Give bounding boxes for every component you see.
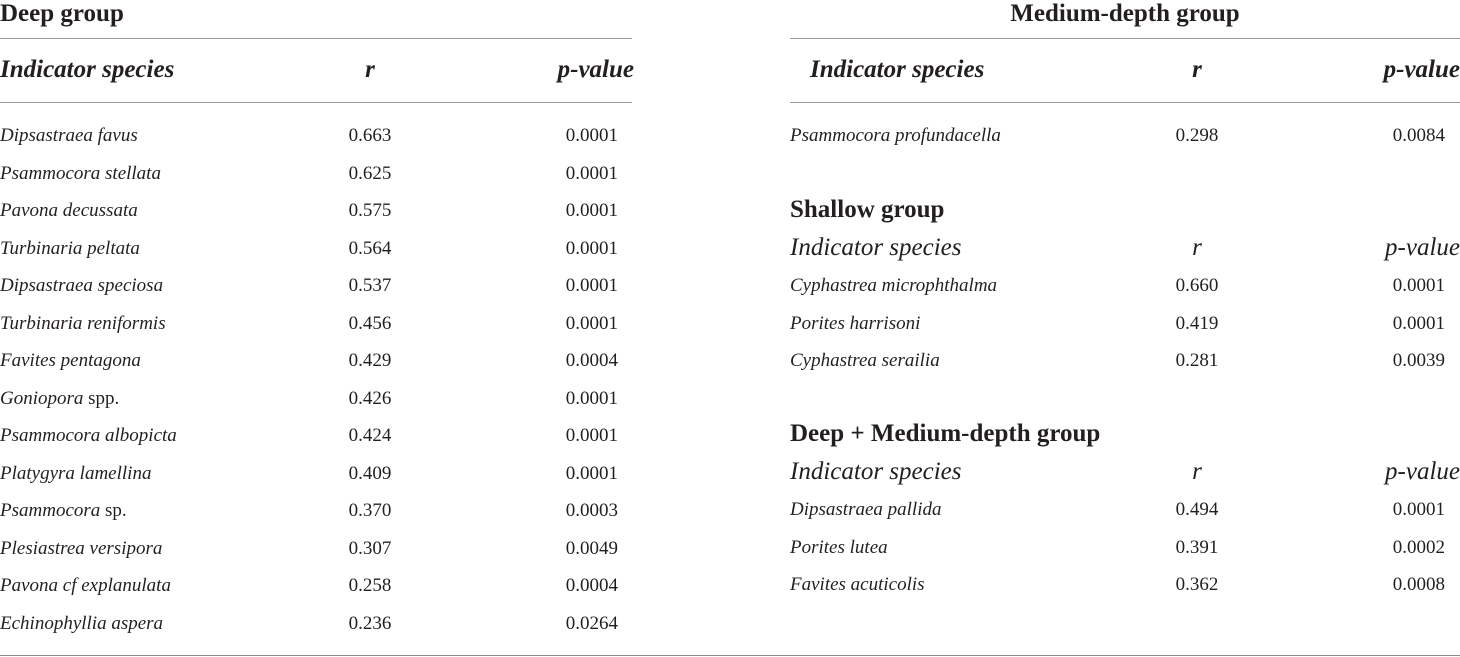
species-cell — [0, 275, 163, 297]
deep-group-title: Deep group — [0, 0, 124, 27]
species-name: Psammocora albopicta — [0, 425, 177, 446]
species-name: Cyphastrea serailia — [790, 350, 940, 371]
shallow-group-title: Shallow group — [790, 196, 945, 223]
species-name: Goniopora — [0, 387, 84, 409]
species-cell — [790, 275, 997, 297]
deep-header-r: r — [365, 56, 375, 83]
r-value-cell: 0.419 — [1175, 312, 1219, 334]
medium-header-r: r — [1192, 56, 1202, 83]
p-value-cell: 0.0001 — [565, 237, 618, 259]
medium-header-rule — [790, 102, 1460, 103]
species-name: Porites harrisoni — [790, 312, 921, 334]
table-bottom-rule — [0, 655, 1460, 656]
r-value-cell: 0.564 — [348, 237, 392, 259]
p-value-cell: 0.0001 — [1392, 312, 1445, 334]
r-value-cell: 0.424 — [348, 425, 392, 446]
species-cell — [0, 163, 161, 185]
medium-top-rule — [790, 38, 1460, 39]
p-value-cell: 0.0001 — [565, 425, 618, 446]
species-name: Pavona decussata — [0, 200, 138, 221]
species-cell — [0, 538, 162, 560]
species-cell — [0, 350, 141, 372]
r-value-cell: 0.281 — [1175, 350, 1219, 371]
species-cell — [0, 613, 163, 635]
species-cell — [790, 125, 1001, 147]
r-value-cell: 0.625 — [348, 162, 392, 184]
p-value-cell: 0.0003 — [565, 500, 618, 521]
r-value-cell: 0.409 — [348, 462, 392, 484]
r-value-cell: 0.456 — [348, 312, 392, 334]
species-name: Turbinaria reniformis — [0, 312, 166, 334]
species-suffix: sp. — [100, 500, 127, 521]
species-cell — [0, 125, 138, 147]
r-value-cell: 0.391 — [1175, 536, 1219, 558]
medium-group-title: Medium-depth group — [1010, 0, 1240, 27]
p-value-cell: 0.0039 — [1392, 350, 1445, 371]
p-value-cell: 0.0001 — [565, 125, 618, 146]
p-value-cell: 0.0004 — [565, 350, 618, 371]
species-name: Psammocora stellata — [0, 162, 161, 184]
species-name: Turbinaria peltata — [0, 237, 140, 259]
species-cell — [790, 537, 888, 559]
p-value-cell: 0.0001 — [565, 275, 618, 296]
p-value-cell: 0.0049 — [565, 537, 618, 559]
species-name: Platygyra lamellina — [0, 462, 152, 484]
deep-medium-group-title: Deep + Medium-depth group — [790, 420, 1101, 447]
r-value-cell: 0.370 — [348, 500, 392, 521]
r-value-cell: 0.494 — [1175, 499, 1219, 520]
p-value-cell: 0.0001 — [565, 312, 618, 334]
species-cell — [790, 574, 925, 596]
species-cell — [0, 425, 177, 447]
species-cell — [0, 388, 119, 410]
p-value-cell: 0.0008 — [1392, 574, 1445, 595]
species-name: Pavona cf explanulata — [0, 575, 171, 596]
species-cell — [0, 238, 140, 260]
r-value-cell: 0.537 — [348, 275, 392, 296]
species-name: Plesiastrea versipora — [0, 537, 163, 559]
shallow-header-species: Indicator species — [790, 234, 962, 261]
species-name: Porites lutea — [790, 536, 888, 558]
species-name: Dipsastraea pallida — [790, 499, 942, 520]
r-value-cell: 0.258 — [348, 575, 392, 596]
shallow-header-r: r — [1192, 234, 1202, 261]
species-name: Favites acuticolis — [790, 574, 925, 595]
medium-header-species: Indicator species — [810, 56, 985, 83]
p-value-cell: 0.0001 — [1392, 499, 1445, 520]
r-value-cell: 0.236 — [348, 612, 392, 634]
p-value-cell: 0.0001 — [565, 462, 618, 484]
p-value-cell: 0.0264 — [565, 612, 618, 634]
species-cell — [0, 313, 166, 335]
species-name: Psammocora — [0, 500, 101, 521]
p-value-cell: 0.0002 — [1392, 536, 1445, 558]
deep-medium-header-r: r — [1192, 458, 1202, 485]
species-name: Favites pentagona — [0, 350, 141, 371]
r-value-cell: 0.663 — [348, 125, 392, 146]
species-cell — [0, 463, 151, 485]
deep-header-p: p-value — [557, 56, 634, 83]
deep-header-species: Indicator species — [0, 56, 175, 83]
deep-top-rule — [0, 38, 632, 39]
species-cell — [790, 350, 940, 372]
p-value-cell: 0.0004 — [565, 575, 618, 596]
species-name: Dipsastraea favus — [0, 125, 138, 146]
species-cell — [0, 575, 171, 597]
medium-header-p: p-value — [1383, 56, 1460, 83]
species-name: Cyphastrea microphthalma — [790, 275, 998, 296]
species-cell — [790, 313, 920, 335]
species-cell — [0, 500, 127, 522]
deep-medium-header-p: p-value — [1385, 458, 1460, 485]
r-value-cell: 0.429 — [348, 350, 392, 371]
p-value-cell: 0.0001 — [565, 162, 618, 184]
deep-medium-header-species: Indicator species — [790, 458, 962, 485]
species-name: Psammocora profundacella — [790, 125, 1001, 146]
p-value-cell: 0.0001 — [565, 200, 618, 221]
deep-header-rule — [0, 102, 632, 103]
species-suffix: spp. — [83, 387, 120, 409]
r-value-cell: 0.426 — [348, 387, 392, 409]
species-name: Dipsastraea speciosa — [0, 275, 164, 296]
r-value-cell: 0.660 — [1175, 275, 1219, 296]
r-value-cell: 0.575 — [348, 200, 392, 221]
r-value-cell: 0.298 — [1175, 125, 1219, 146]
p-value-cell: 0.0001 — [565, 387, 618, 409]
species-cell — [790, 499, 941, 521]
p-value-cell: 0.0001 — [1392, 275, 1445, 296]
r-value-cell: 0.362 — [1175, 574, 1219, 595]
species-name: Echinophyllia aspera — [0, 612, 164, 634]
r-value-cell: 0.307 — [348, 537, 392, 559]
species-cell — [0, 200, 138, 222]
p-value-cell: 0.0084 — [1392, 125, 1445, 146]
shallow-header-p: p-value — [1385, 234, 1460, 261]
